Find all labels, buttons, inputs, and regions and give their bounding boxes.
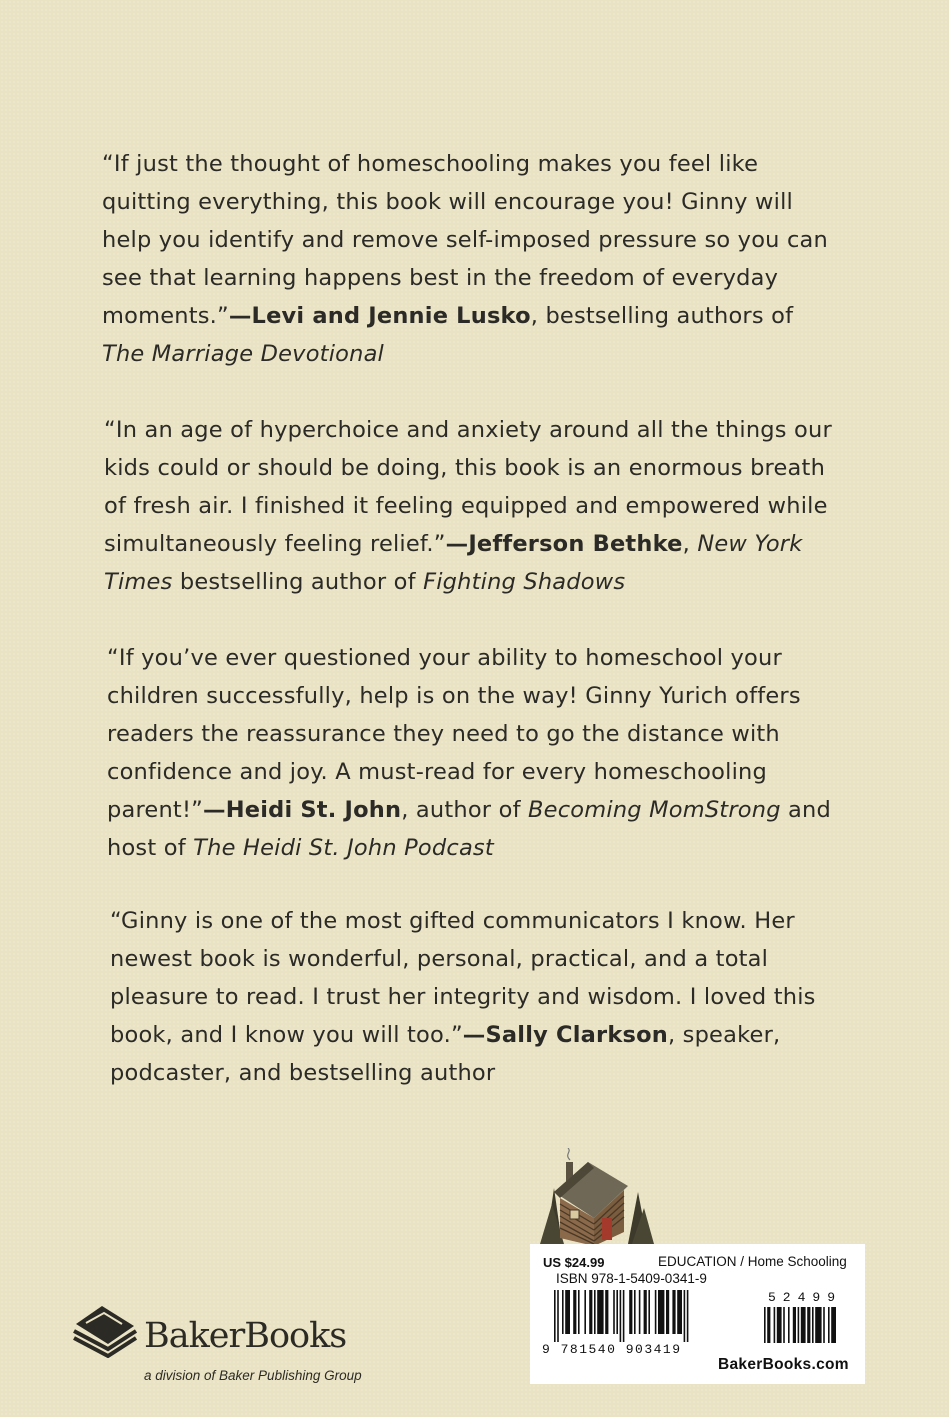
barcode-bar xyxy=(798,1307,800,1343)
barcode-bar xyxy=(823,1307,825,1343)
barcode-bar xyxy=(672,1290,675,1334)
endorsement-author-role: bestselling author of xyxy=(172,569,424,595)
endorsement-sally-clarkson xyxy=(110,902,840,1092)
endorsement-quote: “In an age of hyperchoice and anxiety around all the things our kids could or should be doing, this book is an enormous breath of fresh air. I finished it feeling equipped and empowered while simultaneously feeling relief.” xyxy=(104,417,832,557)
barcode-bar xyxy=(774,1307,776,1343)
book-category: EDUCATION / Home Schooling xyxy=(658,1254,847,1269)
barcode-bar xyxy=(655,1290,657,1334)
endorsement-author-role: , bestselling authors of xyxy=(530,303,794,329)
barcode-bar xyxy=(684,1290,686,1342)
barcode-bar xyxy=(616,1290,618,1334)
endorsement-book-title: Fighting Shadows xyxy=(423,569,626,595)
barcode-bar xyxy=(767,1307,770,1343)
endorsement-author: —Levi and Jennie Lusko xyxy=(228,303,531,329)
isbn: ISBN 978-1-5409-0341-9 xyxy=(556,1271,707,1286)
barcode-bar xyxy=(613,1290,615,1334)
barcode-bar xyxy=(815,1307,821,1343)
website-url: BakerBooks.com xyxy=(718,1356,849,1373)
endorsement-author-role-2: and host of xyxy=(107,797,831,861)
endorsement-book-title: The Marriage Devotional xyxy=(102,341,385,367)
barcode-bar xyxy=(634,1290,636,1334)
barcode-bar xyxy=(597,1290,603,1334)
barcode-bar xyxy=(801,1307,806,1343)
barcode-bar xyxy=(557,1290,559,1342)
barcode-label xyxy=(530,1244,865,1384)
barcode-bar xyxy=(562,1290,564,1334)
barcode-bar xyxy=(783,1307,785,1343)
endorsement-podcast-title: The Heidi St. John Podcast xyxy=(193,835,494,861)
barcode-bar xyxy=(565,1290,570,1334)
barcode-bar xyxy=(584,1290,586,1334)
endorsement-jefferson-bethke xyxy=(104,411,834,601)
open-book-stack-icon xyxy=(72,1304,140,1358)
barcode-bar xyxy=(605,1290,608,1334)
endorsement-author: —Sally Clarkson xyxy=(462,1022,668,1048)
price-code-digits: 52499 xyxy=(768,1290,843,1305)
endorsement-quote: “If you’ve ever questioned your ability to homeschool your children successfully, help is on the way! Ginny Yurich offers readers the reassurance they need to go the distance with confidence and joy. A must-read for every homeschooling parent!” xyxy=(107,645,801,823)
endorsement-levi-jennie-lusko xyxy=(102,145,832,373)
barcode-bar xyxy=(812,1307,814,1343)
endorsement-quote: “Ginny is one of the most gifted communicators I know. Her newest book is wonderful, personal, practical, and a total pleasure to read. I trust her integrity and wisdom. I loved this book, and I know you will too.” xyxy=(110,908,816,1048)
endorsement-author: —Jefferson Bethke xyxy=(445,531,683,557)
barcode-digits: 9 781540 903419 xyxy=(542,1342,682,1357)
publisher-logo xyxy=(72,1300,372,1395)
barcode-bar xyxy=(639,1290,641,1334)
barcode-bar xyxy=(644,1290,647,1334)
barcode-bar xyxy=(554,1290,556,1342)
barcode-bar xyxy=(578,1290,580,1334)
barcode-bar xyxy=(573,1290,576,1334)
barcode-bar xyxy=(828,1307,830,1343)
publisher-name: BakerBooks xyxy=(144,1316,347,1356)
publisher-division: a division of Baker Publishing Group xyxy=(144,1368,362,1383)
barcode-bar xyxy=(793,1307,796,1343)
barcode-bar xyxy=(620,1290,622,1342)
endorsement-book-title: Becoming MomStrong xyxy=(528,797,781,823)
barcode-bar xyxy=(648,1290,650,1334)
endorsement-author: —Heidi St. John xyxy=(203,797,402,823)
barcode-bar xyxy=(594,1290,596,1334)
barcode-bar xyxy=(777,1307,782,1343)
barcode-bar xyxy=(677,1290,682,1334)
log-cabin-icon xyxy=(532,1148,657,1248)
barcode-bar xyxy=(623,1290,625,1342)
barcode-bar xyxy=(807,1307,810,1343)
barcode-bar xyxy=(666,1290,669,1334)
endorsement-heidi-st-john xyxy=(107,639,837,867)
endorsement-author-role: , author of xyxy=(401,797,529,823)
price: US $24.99 xyxy=(543,1255,605,1270)
price-addon-barcode xyxy=(764,1307,856,1351)
barcode-bar xyxy=(764,1307,766,1343)
barcode-bar xyxy=(589,1290,592,1334)
endorsement-author-role: , speaker, podcaster, and bestselling author xyxy=(110,1022,781,1086)
endorsement-publication: New York Times xyxy=(104,531,803,595)
barcode-bar xyxy=(629,1290,632,1334)
barcode-bar xyxy=(788,1307,790,1343)
barcode-bar xyxy=(687,1290,689,1342)
endorsement-role-prefix: , xyxy=(682,531,698,557)
barcode-bar xyxy=(831,1307,836,1343)
endorsement-quote: “If just the thought of homeschooling makes you feel like quitting everything, this book will encourage you! Ginny will help you identify and remove self-imposed pressure so you can see that learning happens best in the freedom of everyday moments.” xyxy=(102,151,828,329)
isbn-barcode xyxy=(554,1290,759,1346)
barcode-bar xyxy=(658,1290,664,1334)
